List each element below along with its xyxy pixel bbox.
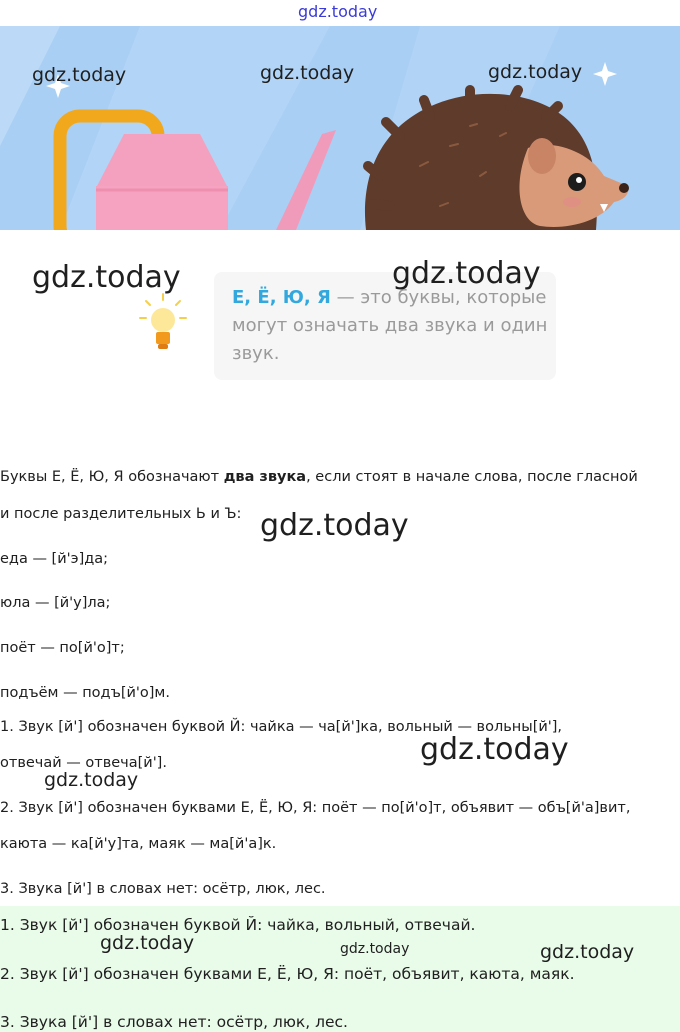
answer-line: 2. Звук [й'] обозначен буквами Е, Ё, Ю, Я: поёт, объявит, каюта, маяк. bbox=[0, 965, 575, 983]
intro-line-1: Буквы Е, Ё, Ю, Я обозначают два звука, если стоят в начале слова, после гласной bbox=[0, 469, 638, 485]
example-line: поёт — по[й'о]т; bbox=[0, 640, 125, 656]
item-line: 2. Звук [й'] обозначен буквами Е, Ё, Ю, Я: поёт — по[й'о]т, объявит — объ[й'а]вит, bbox=[0, 800, 631, 816]
answer-line: 3. Звука [й'] в словах нет: осётр, люк, лес. bbox=[0, 1013, 348, 1031]
watermark-top: gdz.today bbox=[298, 2, 378, 21]
watermark: gdz.today bbox=[392, 256, 541, 291]
intro-line-2: и после разделительных Ь и Ъ: bbox=[0, 506, 242, 522]
example-line: еда — [й'э]да; bbox=[0, 551, 109, 567]
watermark: gdz.today bbox=[100, 932, 195, 954]
watermark: gdz.today bbox=[260, 62, 355, 84]
info-card-letters: Е, Ё, Ю, Я bbox=[232, 287, 331, 308]
lightbulb-icon bbox=[138, 292, 188, 354]
watermark: gdz.today bbox=[420, 732, 569, 767]
watermark: gdz.today bbox=[488, 61, 583, 83]
item-line: отвечай — отвеча[й']. bbox=[0, 755, 167, 771]
answer-line: 1. Звук [й'] обозначен буквой Й: чайка, вольный, отвечай. bbox=[0, 916, 476, 934]
example-line: подъём — подъ[й'о]м. bbox=[0, 685, 170, 701]
info-card-text bbox=[232, 284, 552, 368]
item-line: каюта — ка[й'у]та, маяк — ма[й'а]к. bbox=[0, 836, 277, 852]
watermark: gdz.today bbox=[44, 769, 139, 791]
watermark: gdz.today bbox=[32, 64, 127, 86]
item-line: 3. Звука [й'] в словах нет: осётр, люк, лес. bbox=[0, 881, 326, 897]
watermark: gdz.today bbox=[32, 260, 181, 295]
item-line: 1. Звук [й'] обозначен буквой Й: чайка — ча[й']ка, вольный — вольны[й'], bbox=[0, 719, 563, 735]
info-card-rest: — это буквы, которые могут означать два звука и один звук. bbox=[232, 287, 548, 364]
intro-bold: два звука bbox=[223, 469, 307, 485]
watermark: gdz.today bbox=[340, 941, 410, 957]
watermark: gdz.today bbox=[540, 941, 635, 963]
example-line: юла — [й'у]ла; bbox=[0, 595, 111, 611]
watermark: gdz.today bbox=[260, 508, 409, 543]
banner-illustration bbox=[0, 26, 680, 230]
